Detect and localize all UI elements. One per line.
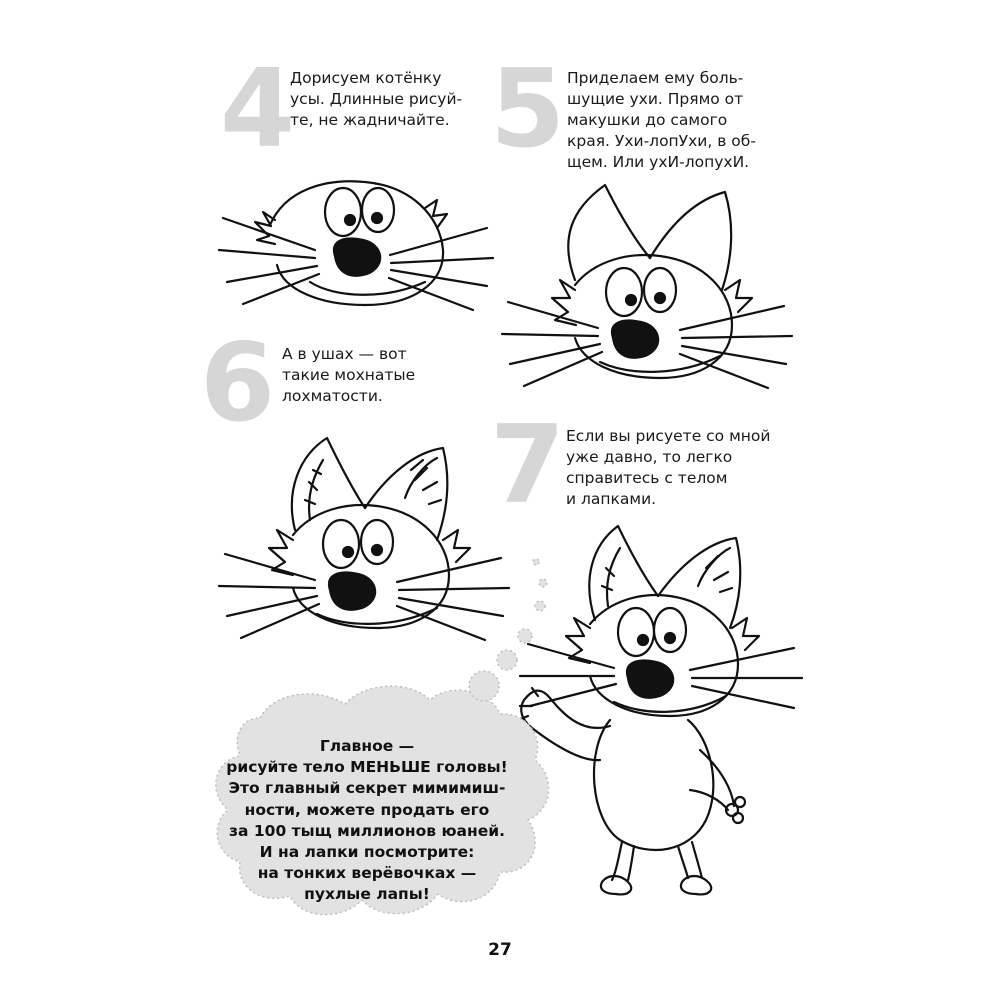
step-6-line: А в ушах — вот <box>282 345 407 363</box>
step-5-line: Приделаем ему боль- <box>567 69 744 87</box>
tip-line: рисуйте тело МЕНЬШЕ головы! <box>226 758 508 777</box>
step-number-4: 4 <box>220 47 296 172</box>
step-5-line: шущие ухи. Прямо от <box>567 90 744 108</box>
step-4-line: усы. Длинные рисуй- <box>290 90 463 108</box>
tip-line: И на лапки посмотрите: <box>259 843 475 862</box>
tip-line: пухлые лапы! <box>304 885 430 904</box>
step-4-line: те, не жадничайте. <box>290 111 450 129</box>
step-5-line: макушки до самого <box>567 111 728 129</box>
tip-line: Это главный секрет мимимиш- <box>228 779 506 798</box>
step-7-line: Если вы рисуете со мной <box>566 427 771 445</box>
step-4-line: Дорисуем котёнку <box>290 69 442 87</box>
page-number: 27 <box>488 940 512 960</box>
step-7-line: уже давно, то легко <box>566 448 733 466</box>
step-number-7: 7 <box>490 403 566 528</box>
step-5-line: края. Ухи-лопУхи, в об- <box>567 132 756 150</box>
step-7-line: и лапками. <box>566 490 657 508</box>
step-5-line: щем. Или ухИ-лопухИ. <box>567 153 750 171</box>
step-6-line: лохматости. <box>282 387 383 405</box>
step-number-6: 6 <box>200 321 276 446</box>
step-number-5: 5 <box>490 47 566 172</box>
tip-line: на тонких верёвочках — <box>257 864 477 883</box>
step-7-line: справитесь с телом <box>566 469 728 487</box>
tip-line: Главное — <box>319 737 415 755</box>
step-6-line: такие мохнатые <box>282 366 416 384</box>
tip-text <box>218 736 516 906</box>
tip-line: ности, можете продать его <box>244 800 490 819</box>
tip-line: за 100 тыщ миллионов юаней. <box>229 821 505 840</box>
